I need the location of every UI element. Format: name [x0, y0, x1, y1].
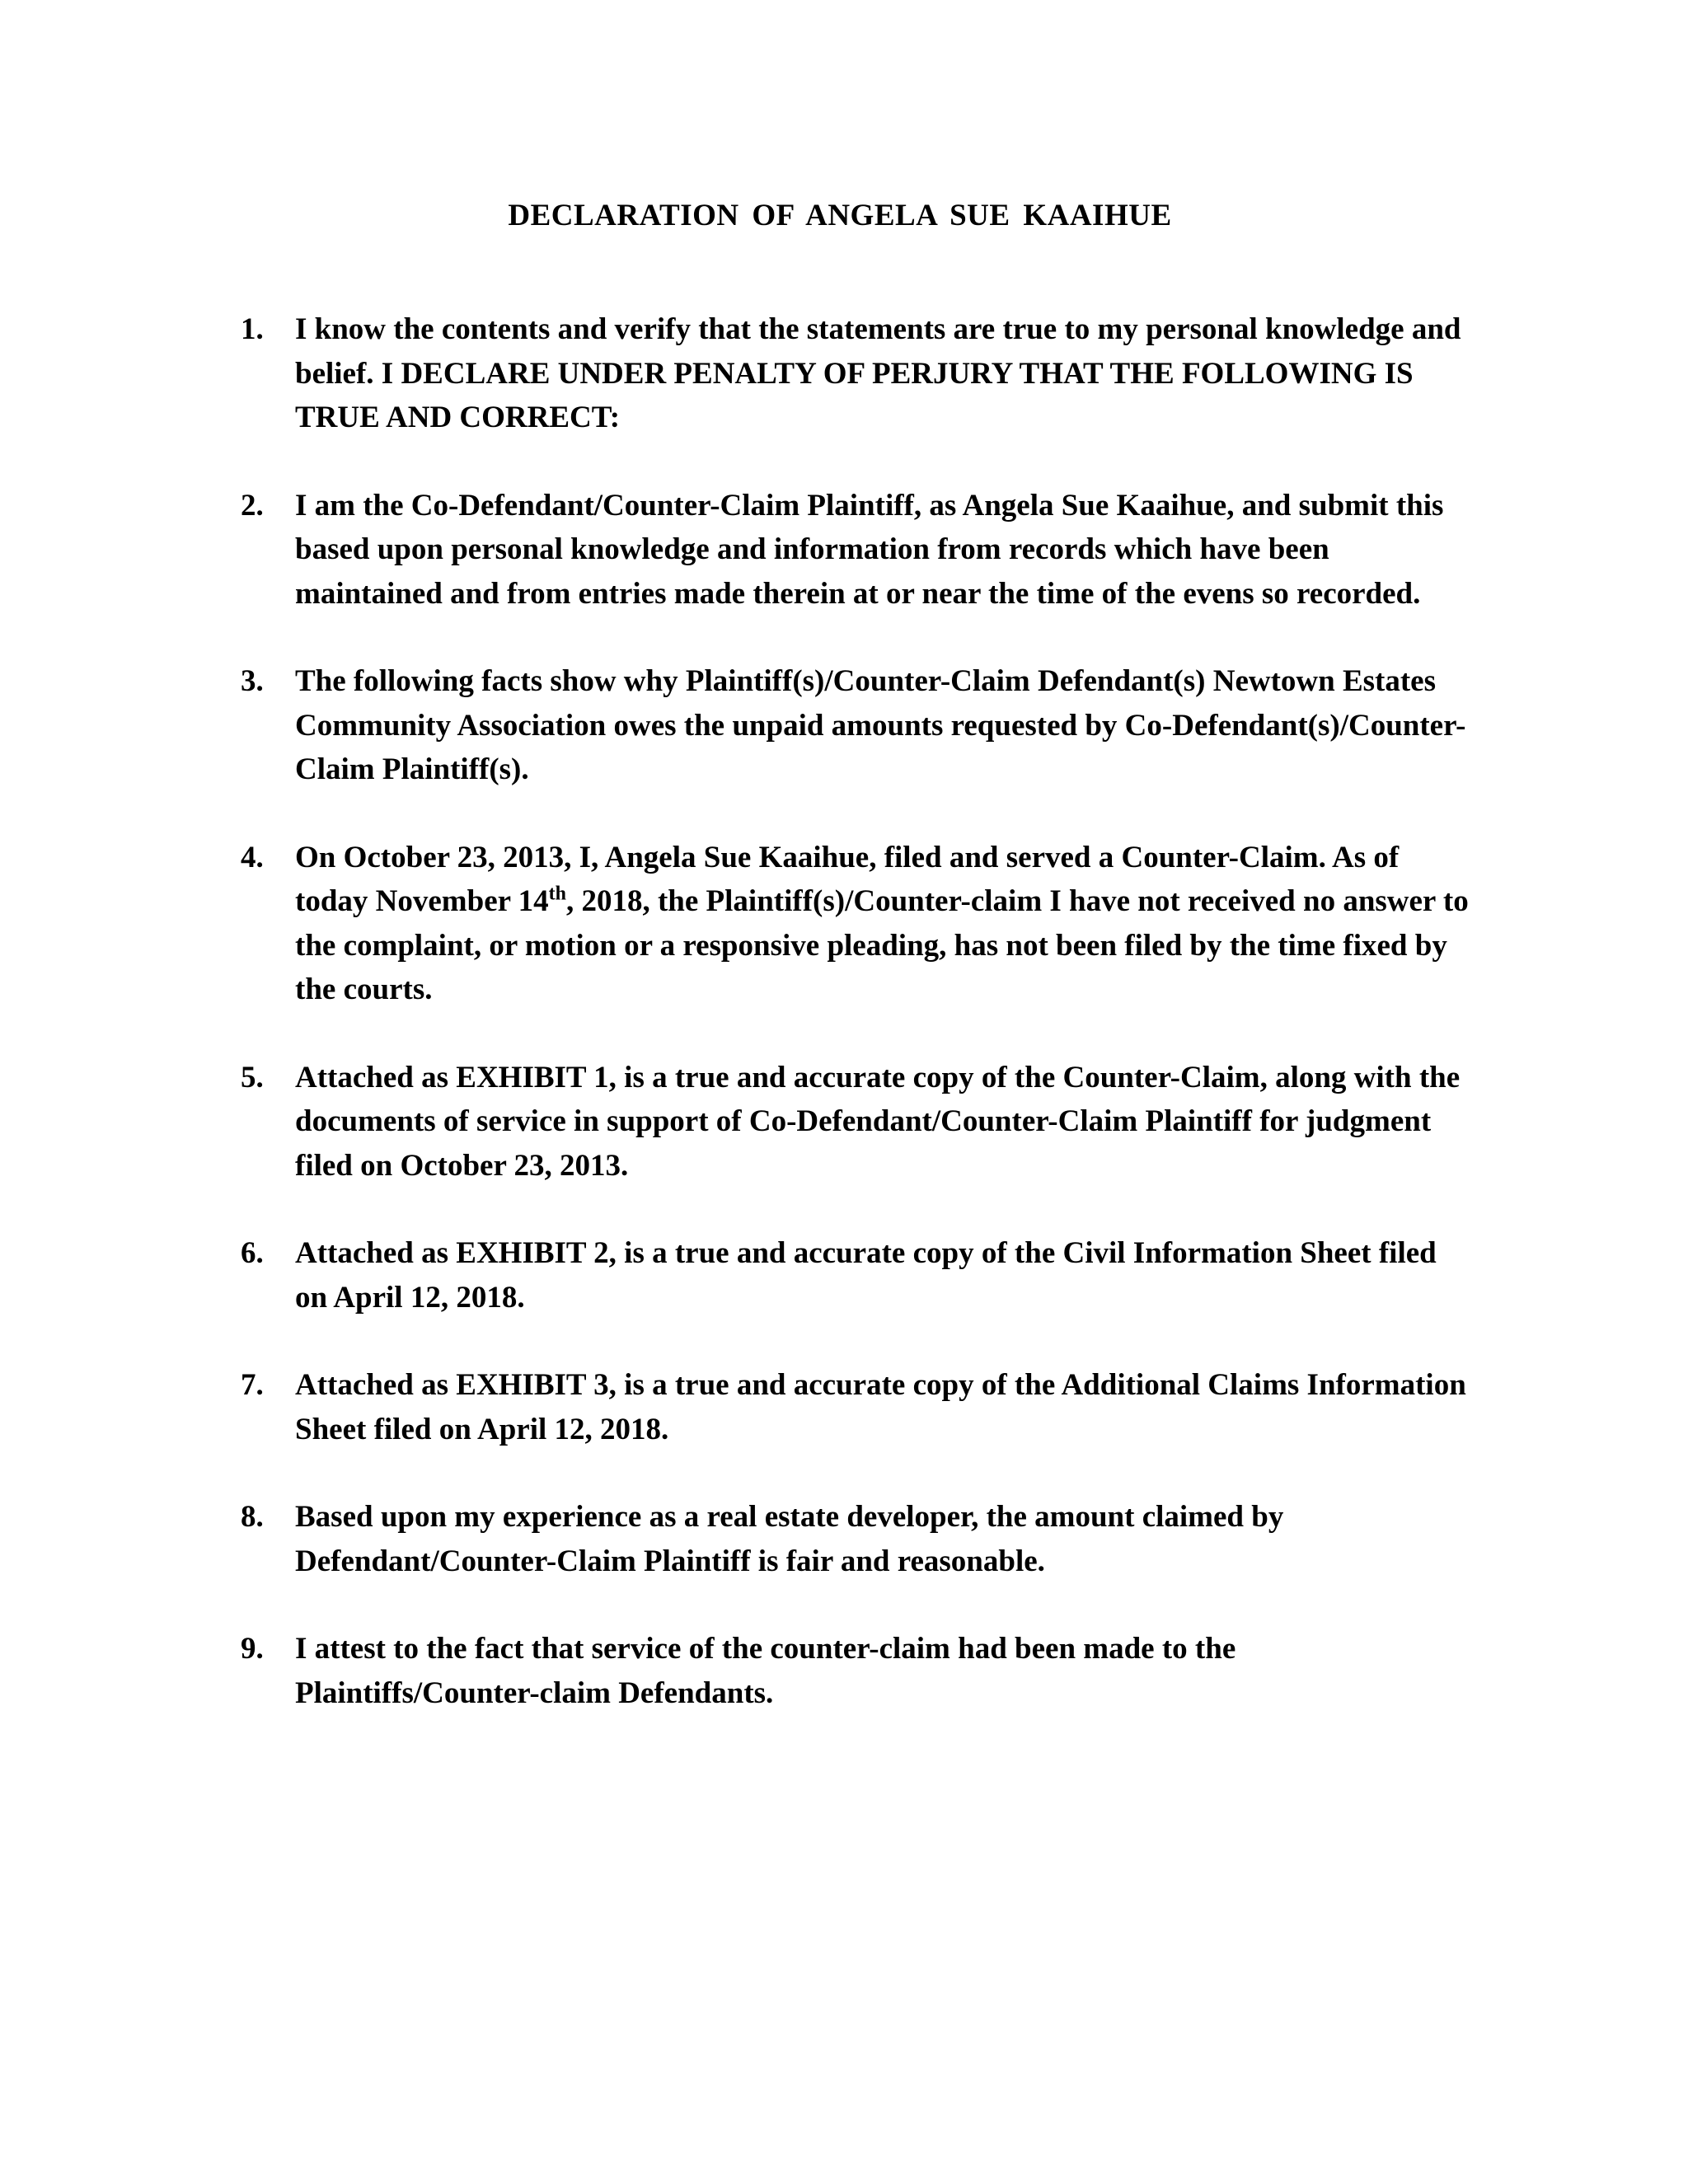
- item-number: 6.: [241, 1236, 264, 1270]
- list-item: [241, 1231, 1469, 1319]
- item-text-part: On October 23, 2013, I, Angela Sue Kaaihue, filed and served a Counter-Claim. As of today November 14: [295, 840, 1400, 918]
- item-text: [295, 836, 1469, 1012]
- item-number: 3.: [241, 664, 264, 698]
- item-text: Attached as EXHIBIT 3, is a true and accurate copy of the Additional Claims Information Sheet filed on April 12, 2018.: [295, 1368, 1466, 1446]
- item-text: I know the contents and verify that the statements are true to my personal knowledge and belief. I DECLARE UNDER PENALTY OF PERJURY THAT THE FOLLOWING IS TRUE AND CORRECT:: [295, 312, 1461, 434]
- item-number: 7.: [241, 1368, 264, 1402]
- item-number: 8.: [241, 1500, 264, 1534]
- list-item: [241, 484, 1469, 616]
- item-number: 5.: [241, 1060, 264, 1094]
- item-number: 4.: [241, 840, 264, 874]
- declaration-list: [241, 307, 1469, 1759]
- list-item: [241, 836, 1469, 1012]
- ordinal-superscript: th: [548, 883, 566, 905]
- item-text: I am the Co-Defendant/Counter-Claim Plaintiff, as Angela Sue Kaaihue, and submit this based upon personal knowledge and information from records which have been maintained and from entries made therein at or near the time of the evens so recorded.: [295, 488, 1444, 611]
- list-item: [241, 307, 1469, 440]
- item-text: Based upon my experience as a real estate developer, the amount claimed by Defendant/Counter-Claim Plaintiff is fair and reasonable.: [295, 1500, 1284, 1578]
- list-item: [241, 659, 1469, 792]
- list-item: [241, 1627, 1469, 1715]
- list-item: [241, 1363, 1469, 1451]
- item-text: The following facts show why Plaintiff(s)/Counter-Claim Defendant(s) Newtown Estates Community Association owes the unpaid amounts requested by Co-Defendant(s)/Counter-Claim Plaintiff(s).: [295, 664, 1466, 786]
- list-item: [241, 1056, 1469, 1188]
- item-text: Attached as EXHIBIT 2, is a true and accurate copy of the Civil Information Sheet filed on April 12, 2018.: [295, 1236, 1437, 1315]
- item-number: 2.: [241, 488, 264, 523]
- item-text-part: , 2018, the Plaintiff(s)/Counter-claim I have not received no answer to the complaint, or motion or a responsive pleading, has not been filed by the time fixed by the courts.: [295, 884, 1469, 1006]
- item-number: 1.: [241, 312, 264, 346]
- item-number: 9.: [241, 1632, 264, 1666]
- item-text: Attached as EXHIBIT 1, is a true and accurate copy of the Counter-Claim, along with the documents of service in support of Co-Defendant/Counter-Claim Plaintiff for judgment filed on October 23, 2013.: [295, 1060, 1461, 1183]
- item-text: I attest to the fact that service of the counter-claim had been made to the Plaintiffs/Counter-claim Defendants.: [295, 1632, 1236, 1710]
- document-title: DECLARATION OF ANGELA SUE KAAIHUE: [508, 199, 1172, 232]
- list-item: [241, 1495, 1469, 1583]
